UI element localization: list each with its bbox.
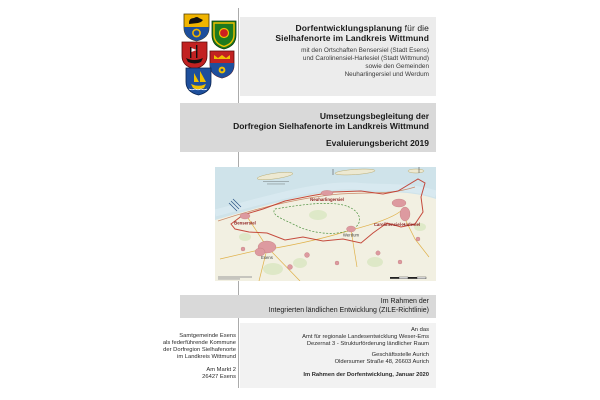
- report-type: Evaluierungsbericht 2019: [326, 138, 429, 148]
- subtitle-line: mit den Ortschaften Bensersiel (Stadt Esens): [301, 47, 429, 54]
- date-line: Im Rahmen der Dorfentwicklung, Januar 2020: [303, 371, 429, 378]
- framework-box: [180, 295, 436, 318]
- sender-block: [146, 333, 236, 380]
- map-label-werdum: Werdum: [342, 232, 360, 238]
- title-normal-part: für die: [402, 23, 429, 33]
- subtitle-line: Neuharlingersiel und Werdum: [344, 71, 429, 78]
- scale-bar: [390, 277, 426, 279]
- main-title: [184, 111, 429, 131]
- map-image: [215, 167, 436, 281]
- header-box: [240, 17, 436, 96]
- region-overview-map: [215, 167, 436, 281]
- main-title-line2: Dorfregion Sielhafenorte im Landkreis Wittmund: [233, 121, 429, 131]
- recipient-block: [240, 323, 436, 388]
- sender-line: im Landkreis Wittmund: [177, 353, 236, 360]
- framework-line2: Integrierten ländlichen Entwicklung (ZILE-Richtlinie): [268, 306, 429, 314]
- framework-line1: Im Rahmen der: [380, 298, 429, 305]
- map-label-esens: Esens: [261, 255, 273, 260]
- recipient-branch: Geschäftsstelle Aurich: [371, 351, 429, 358]
- map-label-bensersiel: Bensersiel: [234, 220, 256, 226]
- title-bold-part: Dorfentwicklungsplanung: [295, 23, 403, 33]
- recipient-office: Amt für regionale Landesentwicklung Weser-Ems: [302, 333, 429, 340]
- map-label-carolinensiel: Carolinensiel-Harlesiel: [373, 222, 421, 227]
- sail-ship-crest-icon: [185, 67, 212, 101]
- recipient-department: Dezernat 3 - Strukturförderung ländlicher Raum: [306, 340, 429, 347]
- document-title: [244, 23, 429, 43]
- subtitle-line: sowie den Gemeinden: [365, 63, 429, 70]
- split-crest-icon: [209, 50, 235, 84]
- sender-city: 26427 Esens: [202, 373, 236, 380]
- sender-line: Samtgemeinde Esens: [179, 333, 236, 339]
- sender-street: Am Markt 2: [206, 366, 236, 373]
- map-label-neuharlingersiel: Neuharlingersiel: [310, 197, 344, 202]
- title-line2: Sielhafenorte im Landkreis Wittmund: [275, 33, 429, 43]
- subtitle-line: und Carolinensiel-Harlesiel (Stadt Wittmund): [302, 55, 429, 62]
- main-title-box: [180, 103, 436, 152]
- document-subtitle: [244, 47, 429, 79]
- recipient-intro: An das: [410, 327, 429, 333]
- sender-line: als federführende Kommune: [162, 339, 236, 346]
- sender-line: der Dorfregion Sielhafenorte: [163, 346, 236, 353]
- recipient-street: Oldersumer Straße 48, 26603 Aurich: [334, 358, 429, 365]
- main-title-line1: Umsetzungsbegleitung der: [319, 111, 429, 121]
